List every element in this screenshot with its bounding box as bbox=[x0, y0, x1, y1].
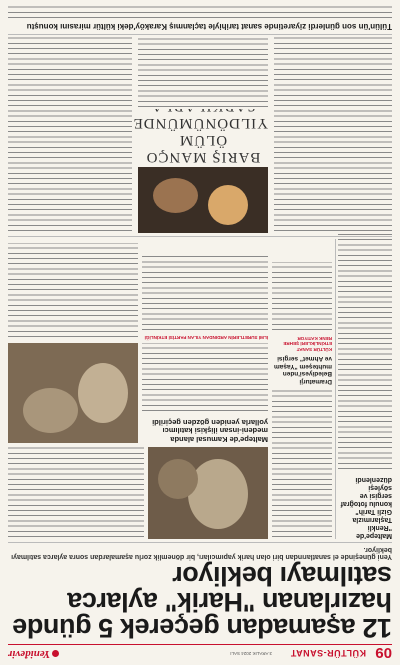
culture-story bbox=[272, 240, 332, 385]
page-number: 09 bbox=[375, 644, 392, 661]
photo-shape bbox=[188, 459, 248, 529]
divider bbox=[8, 542, 392, 543]
text-block bbox=[274, 37, 392, 233]
culture-story-headline: Dramaturji Belediyesi'nden muhteşem "Yaşam ve Ahmet" sergisi bbox=[274, 355, 332, 385]
side-story bbox=[338, 239, 392, 539]
main-subhead: Yeni güneşinde el sanatlarından biri olan harik yapımcıları, bir dönemlik zorlu aşamalardan sonra aylarca satılmayı bekliyor. bbox=[11, 546, 392, 560]
brand-dot-icon bbox=[52, 650, 59, 657]
workshop-text bbox=[8, 243, 138, 339]
masthead-bar bbox=[8, 644, 392, 659]
divider bbox=[8, 34, 392, 35]
main-headline: 12 aşamadan geçerek 5 günde hazırlanan "Harik" aylarca satılmayı bekliyor bbox=[12, 561, 392, 643]
divider bbox=[8, 236, 392, 237]
issue-date: 3 ARALIK 2024 SALI bbox=[230, 651, 272, 656]
memorial-text-right bbox=[8, 37, 132, 233]
text-block bbox=[142, 344, 268, 414]
text-block bbox=[8, 37, 132, 233]
memorial-text bbox=[274, 37, 392, 233]
culture-story-text bbox=[272, 262, 332, 332]
photo-shape bbox=[23, 388, 78, 433]
text-block bbox=[138, 37, 268, 109]
text-block bbox=[338, 231, 392, 471]
main-story-text bbox=[272, 389, 332, 539]
photo-shape bbox=[78, 363, 128, 423]
middle-story-text-2 bbox=[142, 252, 268, 332]
brand-logo bbox=[8, 648, 59, 660]
memorial-photo bbox=[138, 167, 268, 233]
side-story-headline: Maltepe'de "Renkli Taşlarımızla Gizli Tarih" konulu fotoğraf sergisi ve söyleşi düzenlendi bbox=[340, 476, 392, 539]
concert-photo bbox=[138, 167, 268, 233]
text-block bbox=[8, 243, 138, 339]
text-block bbox=[8, 447, 144, 539]
photo-shape bbox=[208, 185, 248, 225]
memorial-line-1: BARIŞ MANÇO bbox=[145, 149, 261, 165]
text-block bbox=[272, 262, 332, 332]
culture-story-highlight: KÜLTÜR SANAT ETKİNLİKLERİ ŞEHRE RENK KATIYOR bbox=[283, 335, 332, 352]
brand-name: Yeniđevir bbox=[8, 648, 51, 660]
photo-shape bbox=[158, 459, 198, 499]
bottom-story-headline: Tülün'ün son günlerdi ziyaretinde sanat tarihiyle taçlanmış Karaköy'deki kültür mirasını konuştu bbox=[26, 22, 392, 31]
photo-shape bbox=[153, 178, 198, 213]
workshop-photo bbox=[8, 343, 138, 443]
text-block bbox=[142, 252, 268, 332]
memorial-text-mid bbox=[138, 37, 268, 109]
memorial-line-2: ÖLÜM YILDÖNÜMÜNDE bbox=[132, 115, 268, 148]
craftsman-photo bbox=[148, 447, 268, 539]
bottom-story-text bbox=[8, 4, 392, 20]
middle-story-text bbox=[142, 344, 268, 414]
main-story-text-right bbox=[8, 447, 144, 539]
side-story-text bbox=[338, 231, 392, 471]
middle-story-highlight: İLMİ SURETLERİN ARDINDAN YILAN PARTİSİ ETKİNLİĞİ bbox=[144, 335, 268, 341]
text-block bbox=[8, 4, 392, 20]
section-title: KÜLTÜR-SANAT bbox=[290, 648, 366, 658]
text-block bbox=[272, 389, 332, 539]
column-divider bbox=[335, 239, 336, 539]
middle-story bbox=[142, 243, 268, 443]
memorial-text-left bbox=[274, 37, 392, 233]
middle-story-headline: Maltepe'de Kamusal alanda medeni-insan ilişkisi katılımcı yollarla yeniden gözden geçirildi bbox=[152, 418, 268, 444]
